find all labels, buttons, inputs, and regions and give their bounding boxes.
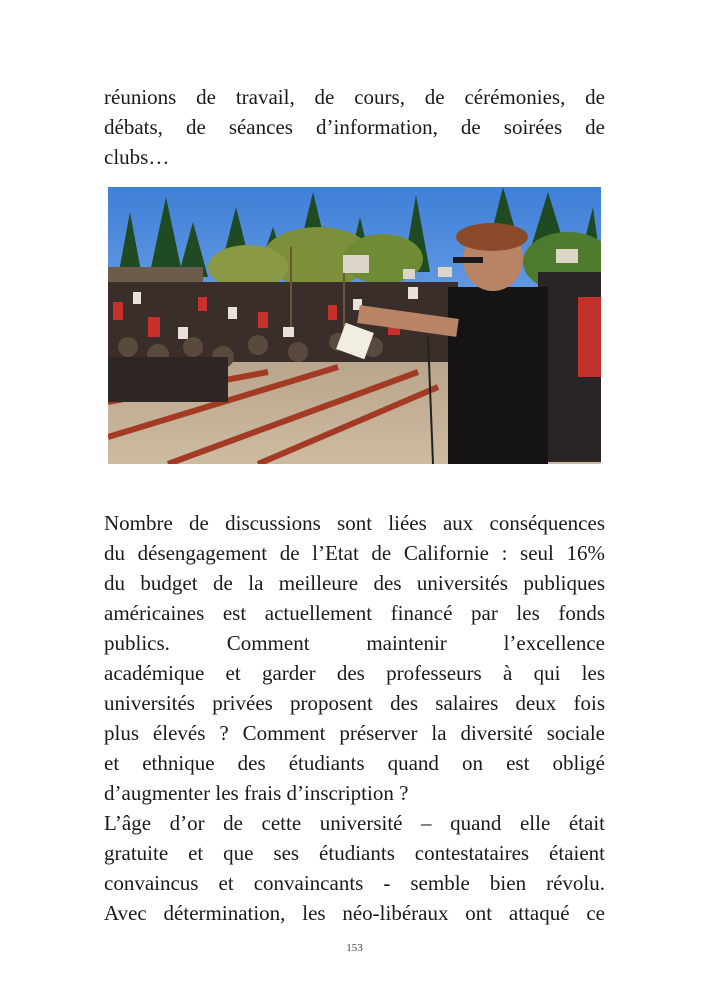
- text-line: clubs…: [104, 145, 170, 169]
- text-line: convaincus et convaincants - semble bien révolu.: [104, 871, 605, 895]
- paragraph-intro: [104, 82, 605, 172]
- text-line: débats, de séances d’information, de soirées de: [104, 115, 605, 139]
- text-line: Avec détermination, les néo-libéraux ont attaqué ce: [104, 901, 605, 925]
- text-line: publics. Comment maintenir l’excellence: [104, 631, 605, 655]
- text-line: universités privées proposent des salaires deux fois: [104, 691, 605, 715]
- text-line: gratuite et que ses étudiants contestataires étaient: [104, 841, 605, 865]
- text-line: du budget de la meilleure des universités publiques: [104, 571, 605, 595]
- text-line: du désengagement de l’Etat de Californie : seul 16%: [104, 541, 605, 565]
- text-line: L’âge d’or de cette université – quand elle était: [104, 811, 605, 835]
- text-line: réunions de travail, de cours, de cérémonies, de: [104, 85, 605, 109]
- paragraph-golden-age: [104, 808, 605, 928]
- text-line: et ethnique des étudiants quand on est obligé: [104, 751, 605, 775]
- paragraph-budget: [104, 508, 605, 808]
- text-line: américaines est actuellement financé par les fonds: [104, 601, 605, 625]
- text-line: d’augmenter les frais d’inscription ?: [104, 781, 409, 805]
- page-number: 153: [346, 942, 363, 954]
- protest-photo: [108, 187, 601, 464]
- text-line: Nombre de discussions sont liées aux conséquences: [104, 511, 605, 535]
- text-line: académique et garder des professeurs à qui les: [104, 661, 605, 685]
- text-line: plus élevés ? Comment préserver la diversité sociale: [104, 721, 605, 745]
